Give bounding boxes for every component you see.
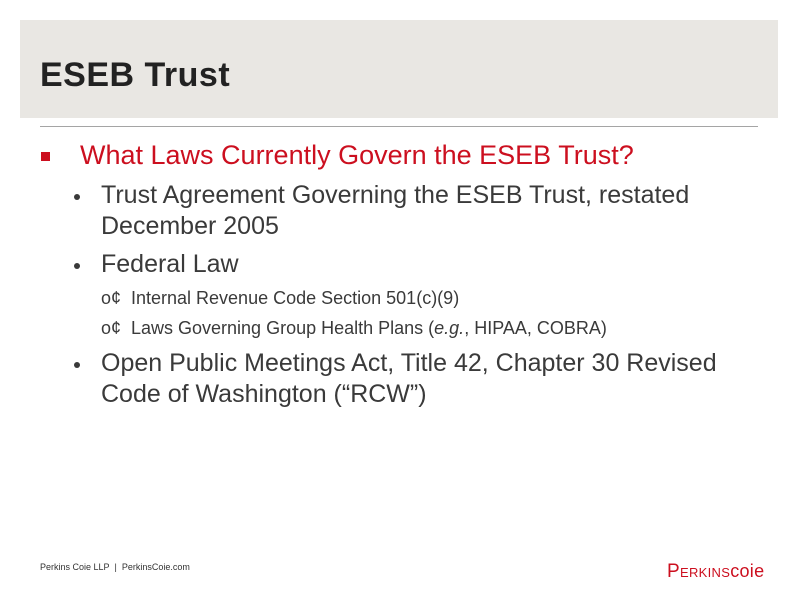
sub-bullet-icon: o¢ [101, 318, 122, 338]
slide-title: ESEB Trust [40, 56, 231, 94]
list-item-line: Open Public Meetings Act, Title 42, Chapter 30 Revised [101, 349, 717, 377]
footer-website: PerkinsCoie.com [121, 562, 190, 572]
sub-list-item: Internal Revenue Code Section 501(c)(9) [131, 288, 460, 308]
list-item-line: December 2005 [101, 212, 279, 240]
list-item-line: Trust Agreement Governing the ESEB Trust, restated [101, 181, 690, 209]
square-bullet-icon [41, 152, 50, 161]
main-heading: What Laws Currently Govern the ESEB Trust? [80, 140, 634, 170]
sub-item-text: Laws Governing Group Health Plans ( [131, 318, 435, 338]
footer-company: Perkins Coie LLP [40, 562, 110, 572]
sub-item-emphasis: e.g. [434, 318, 465, 338]
sub-item-text: , HIPAA, COBRA) [464, 318, 607, 338]
logo-part-perkins: Perkins [667, 561, 731, 582]
sub-bullet-icon: o¢ [101, 288, 122, 308]
logo-part-coie: coie [730, 561, 765, 581]
bullet-icon [74, 263, 80, 269]
perkins-coie-logo [667, 561, 764, 583]
footer-separator: | [114, 562, 117, 572]
bullet-icon [74, 194, 80, 200]
footer [40, 562, 190, 572]
list-item-line: Federal Law [101, 250, 239, 278]
sub-list-item [131, 318, 607, 339]
bullet-icon [74, 362, 80, 368]
list-item-line: Code of Washington (“RCW”) [101, 380, 427, 408]
